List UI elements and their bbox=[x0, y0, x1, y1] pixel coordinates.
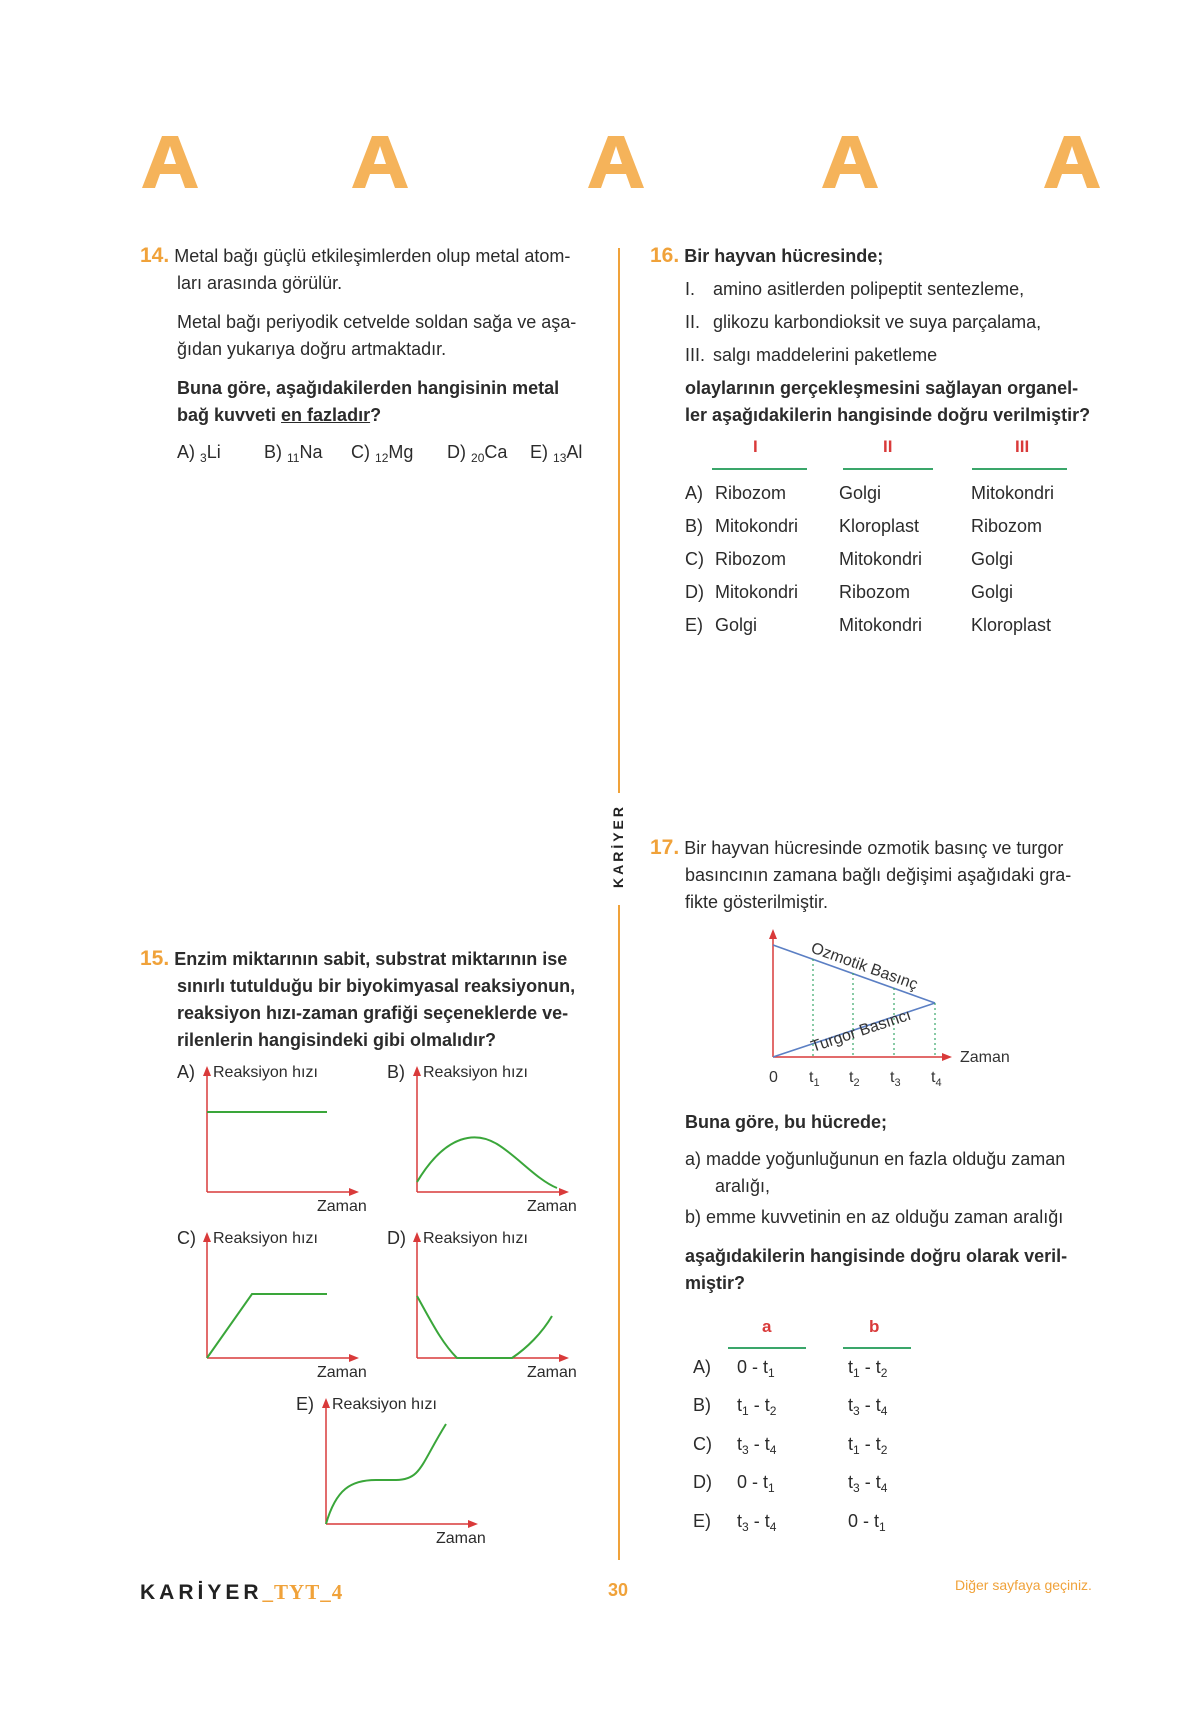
x-axis-label: Zaman bbox=[436, 1530, 486, 1547]
q17-column-header: b bbox=[869, 1317, 880, 1336]
q16-column-header: I bbox=[753, 437, 758, 456]
column-divider-top bbox=[618, 248, 620, 793]
chart-line-label-turgor: Turgor Basıncı bbox=[808, 1006, 914, 1056]
q15-text: rilenlerin hangisindeki gibi olmalıdır? bbox=[177, 1030, 497, 1050]
q15-graph-a[interactable] bbox=[177, 1062, 377, 1222]
tick-label: $t_4$ bbox=[931, 1069, 942, 1089]
q17-chart bbox=[760, 925, 1070, 1100]
q17-option-c[interactable]: C) $t_3 - t_4$ $t_1 - t_2$ bbox=[693, 1434, 888, 1457]
q14-option-e[interactable]: E) $_{13}$Al bbox=[530, 442, 583, 465]
q17-text: Bir hayvan hücresinde ozmotik basınç ve turgor bbox=[684, 838, 1064, 858]
tick-label: $t_1$ bbox=[809, 1069, 820, 1089]
x-axis-label: Zaman bbox=[527, 1198, 577, 1215]
origin-label: 0 bbox=[769, 1069, 778, 1086]
question-number: 16. bbox=[650, 244, 680, 267]
x-axis-label: Zaman bbox=[317, 1198, 367, 1215]
q17-question: aşağıdakilerin hangisinde doğru olarak veril- bbox=[685, 1246, 1068, 1266]
q15-text: reaksiyon hızı-zaman grafiği seçeneklerde ve- bbox=[177, 1003, 569, 1023]
y-axis-label: Reaksiyon hızı bbox=[423, 1064, 528, 1081]
q16-option-a[interactable]: A) Ribozom Golgi Mitokondri bbox=[685, 483, 1055, 503]
brand-logo: KARİYER bbox=[140, 1581, 263, 1604]
header-letter-4 bbox=[820, 132, 880, 192]
question-number: 17. bbox=[650, 836, 680, 859]
q14-option-b[interactable]: B) $_{11}$Na bbox=[264, 442, 323, 465]
tick-label: $t_3$ bbox=[890, 1069, 901, 1089]
header-underline bbox=[728, 1347, 806, 1349]
question-14 bbox=[140, 242, 600, 429]
q14-question: bağ kuvveti en fazladır? bbox=[177, 405, 382, 425]
option-label: E) bbox=[296, 1394, 314, 1414]
q14-question: Buna göre, aşağıdakilerden hangisinin metal bbox=[177, 378, 560, 398]
q15-text: Enzim miktarının sabit, substrat miktarının ise bbox=[174, 949, 568, 969]
q14-text: ları arasında görülür. bbox=[177, 273, 343, 293]
question-number: 15. bbox=[140, 947, 170, 970]
q15-graph-b[interactable] bbox=[387, 1062, 587, 1222]
q17-item-b: b) emme kuvvetinin en az olduğu zaman aralığı bbox=[685, 1207, 1064, 1227]
q16-option-b[interactable]: B) Mitokondri Kloroplast Ribozom bbox=[685, 516, 1043, 536]
q17-option-e[interactable]: E) $t_3 - t_4$ $0 - t_1$ bbox=[693, 1511, 886, 1534]
option-label: A) bbox=[177, 1062, 195, 1082]
tick-label: $t_2$ bbox=[849, 1069, 860, 1089]
q14-text: ğıdan yukarıya doğru artmaktadır. bbox=[177, 339, 447, 359]
x-axis-label: Zaman bbox=[317, 1364, 367, 1381]
x-axis-label: Zaman bbox=[960, 1049, 1010, 1066]
q17-body bbox=[685, 1109, 1105, 1297]
q17-lead: Buna göre, bu hücrede; bbox=[685, 1112, 888, 1132]
q16-option-e[interactable]: E) Golgi Mitokondri Kloroplast bbox=[685, 615, 1052, 635]
side-brand: KARİYER bbox=[610, 804, 626, 889]
q14-text: Metal bağı güçlü etkileşimlerden olup metal atom- bbox=[174, 246, 571, 266]
q14-option-c[interactable]: C) $_{12}$Mg bbox=[351, 442, 414, 465]
header-underline bbox=[843, 1347, 911, 1349]
brand-series: _TYT_4 bbox=[262, 1580, 344, 1604]
question-15 bbox=[140, 945, 600, 1054]
q16-item-2: II. glikozu karbondioksit ve suya parçalama, bbox=[685, 312, 1042, 332]
q16-item-1: I. amino asitlerden polipeptit sentezleme, bbox=[685, 279, 1025, 299]
y-axis-label: Reaksiyon hızı bbox=[213, 1064, 318, 1081]
footer-brand bbox=[140, 1580, 343, 1605]
q17-text: fikte gösterilmiştir. bbox=[685, 892, 829, 912]
q17-question: miştir? bbox=[685, 1273, 746, 1293]
q16-option-d[interactable]: D) Mitokondri Ribozom Golgi bbox=[685, 582, 1014, 602]
header-letter-5 bbox=[1042, 132, 1102, 192]
q16-title: Bir hayvan hücresinde; bbox=[684, 246, 884, 266]
q15-graph-c[interactable] bbox=[177, 1228, 377, 1388]
option-label: B) bbox=[387, 1062, 405, 1082]
q16-option-c[interactable]: C) Ribozom Mitokondri Golgi bbox=[685, 549, 1014, 569]
header-letter-3 bbox=[586, 132, 646, 192]
option-label: C) bbox=[177, 1228, 196, 1248]
q15-text: sınırlı tutulduğu bir biyokimyasal reaksiyonun, bbox=[177, 976, 576, 996]
q17-option-b[interactable]: B) $t_1 - t_2$ $t_3 - t_4$ bbox=[693, 1395, 888, 1418]
q14-option-a[interactable]: A) $_3$Li bbox=[177, 442, 221, 465]
header-underline bbox=[712, 468, 807, 470]
q15-graph-d[interactable] bbox=[387, 1228, 587, 1388]
header-letter-1 bbox=[140, 132, 200, 192]
q17-column-header: a bbox=[762, 1317, 772, 1336]
page-number: 30 bbox=[608, 1580, 629, 1600]
x-axis-label: Zaman bbox=[527, 1364, 577, 1381]
question-16 bbox=[650, 242, 1110, 429]
q15-graph-e[interactable] bbox=[296, 1394, 496, 1554]
q17-item-a: a) madde yoğunluğunun en fazla olduğu zaman bbox=[685, 1149, 1066, 1169]
q17-option-a[interactable]: A) $0 - t_1$ $t_1 - t_2$ bbox=[693, 1357, 888, 1380]
q14-option-d[interactable]: D) $_{20}$Ca bbox=[447, 442, 508, 465]
q16-question: ler aşağıdakilerin hangisinde doğru verilmiştir? bbox=[685, 405, 1091, 425]
q16-column-header: III bbox=[1015, 437, 1030, 456]
option-label: D) bbox=[387, 1228, 406, 1248]
next-page-note: Diğer sayfaya geçiniz. bbox=[955, 1577, 1092, 1593]
y-axis-label: Reaksiyon hızı bbox=[332, 1396, 437, 1413]
header-underline bbox=[843, 468, 933, 470]
question-number: 14. bbox=[140, 244, 170, 267]
y-axis-label: Reaksiyon hızı bbox=[213, 1230, 318, 1247]
q16-item-3: III. salgı maddelerini paketleme bbox=[685, 345, 938, 365]
q17-option-d[interactable]: D) $0 - t_1$ $t_3 - t_4$ bbox=[693, 1472, 888, 1495]
q16-question: olaylarının gerçekleşmesini sağlayan organel- bbox=[685, 378, 1079, 398]
column-divider-bottom bbox=[618, 905, 620, 1560]
q14-text: Metal bağı periyodik cetvelde soldan sağa ve aşa- bbox=[177, 312, 577, 332]
header-underline bbox=[972, 468, 1067, 470]
q17-text: basıncının zamana bağlı değişimi aşağıdaki gra- bbox=[685, 865, 1072, 885]
q17-item-a-cont: aralığı, bbox=[715, 1176, 771, 1196]
q16-column-header: II bbox=[883, 437, 893, 456]
header-letter-2 bbox=[350, 132, 410, 192]
question-17 bbox=[650, 834, 1110, 916]
y-axis-label: Reaksiyon hızı bbox=[423, 1230, 528, 1247]
chart-line-label-osmotic: Ozmotik Basınç bbox=[808, 939, 920, 994]
